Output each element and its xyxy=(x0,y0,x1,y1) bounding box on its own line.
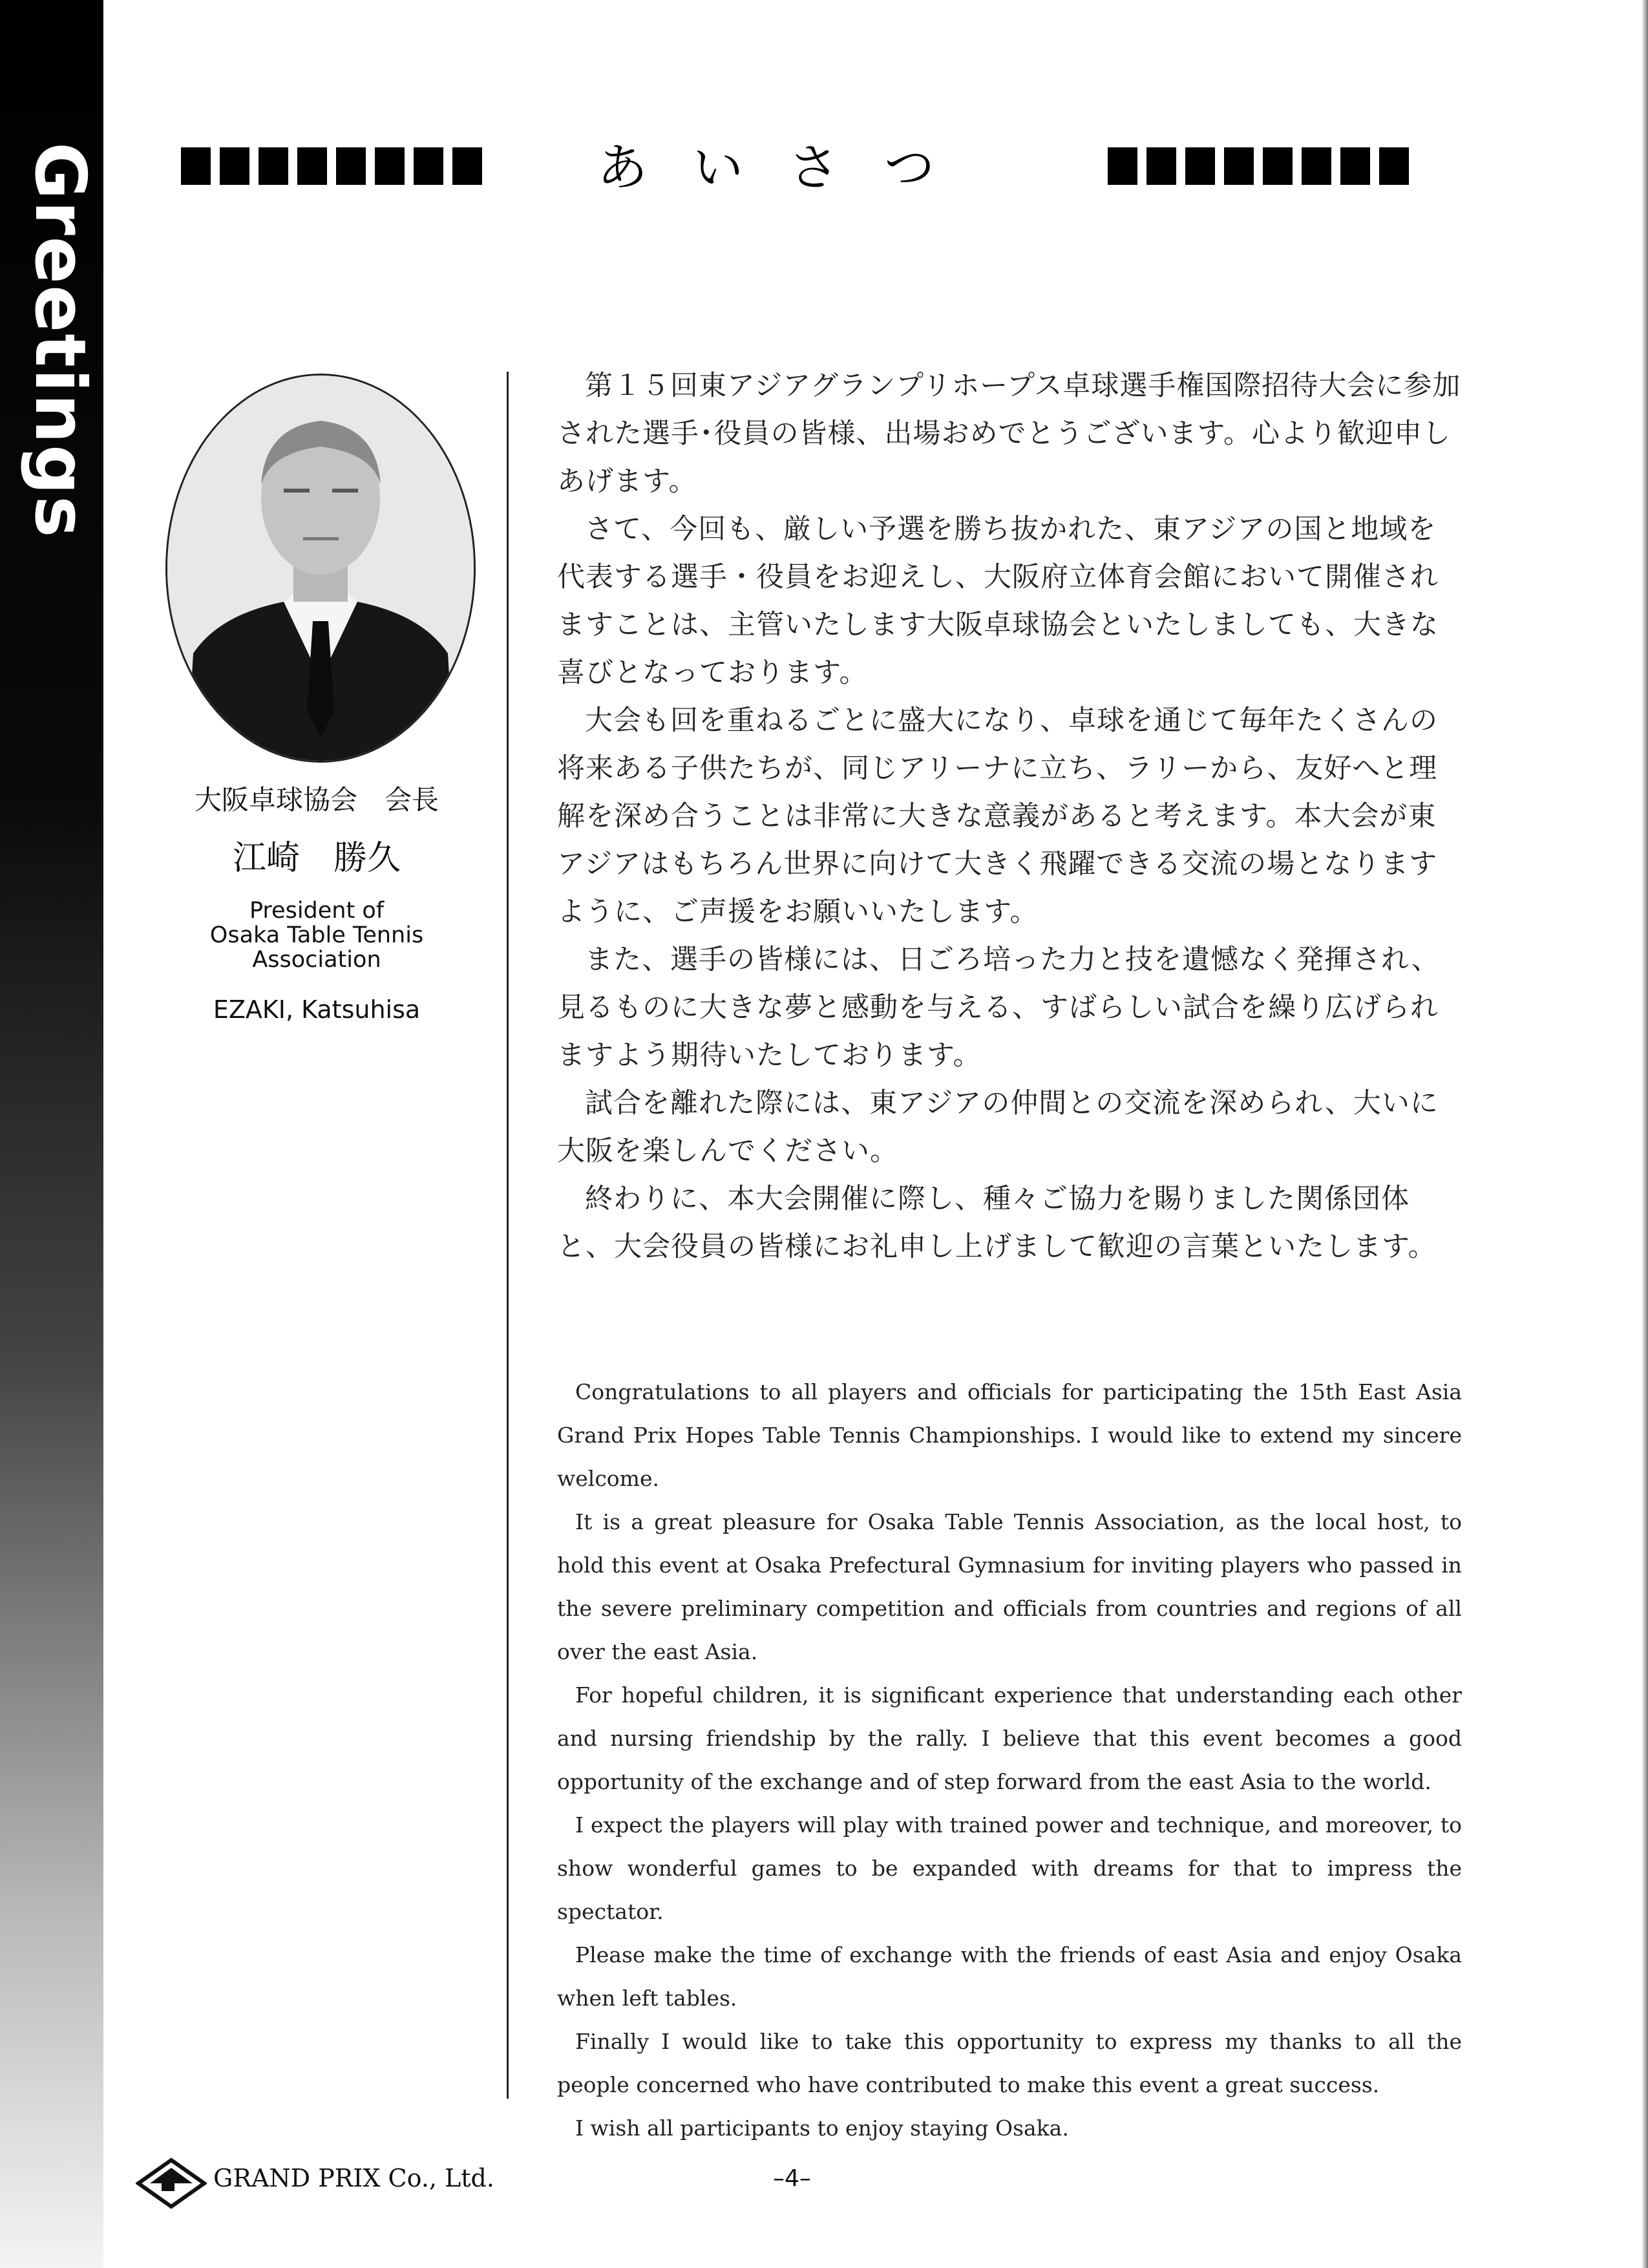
company-name: GRAND PRIX Co., Ltd. xyxy=(213,2164,494,2192)
jp-paragraph: また、選手の皆様には、日ごろ培った力と技を遺憾なく発揮され、見るものに大きな夢と感動を与える、すばらしい試合を繰り広げられますよう期待いたしております。 xyxy=(557,944,1440,1072)
en-paragraph: Please make the time of exchange with the friends of east Asia and enjoy Osaka when left tables. xyxy=(557,1942,1462,2011)
column-divider xyxy=(507,372,509,2099)
heading-squares-left xyxy=(181,147,482,185)
profile-title-line: Association xyxy=(252,947,381,973)
profile-title-line: President of xyxy=(249,898,385,924)
heading-squares-right xyxy=(1108,147,1409,185)
sidebar-band xyxy=(0,0,103,2268)
company-logo-icon xyxy=(136,2157,207,2209)
jp-paragraph: 終わりに、本大会開催に際し、種々ご協力を賜りました関係団体と、大会役員の皆様にお礼申し上げまして歓迎の言葉といたします。 xyxy=(557,1183,1437,1263)
en-paragraph: For hopeful children, it is significant experience that understanding each other and nursing friendship by the rally. I believe that this event becomes a good opportunity of the exchange and of step forward from the east Asia to the world. xyxy=(557,1682,1462,1794)
portrait-photo xyxy=(165,374,476,763)
en-paragraph: It is a great pleasure for Osaka Table Tennis Association, as the local host, to hold this event at Osaka Prefectural Gymnasium for inviting players who passed in the severe preliminary competition and officials from countries and regions of all over the east Asia. xyxy=(557,1509,1462,1664)
profile-org-jp: 大阪卓球協会 会長 xyxy=(194,784,439,816)
japanese-greeting xyxy=(557,362,1462,1271)
en-paragraph: I wish all participants to enjoy staying Osaka. xyxy=(575,2115,1069,2141)
profile-title-en xyxy=(149,898,485,972)
profile-name-jp: 江崎 勝久 xyxy=(232,839,401,878)
en-paragraph: Finally I would like to take this opportunity to express my thanks to all the people concerned who have contributed to make this event a great success. xyxy=(557,2029,1462,2097)
en-paragraph: I expect the players will play with trained power and technique, and moreover, to show wonderful games to be expanded with dreams for that to impress the spectator. xyxy=(557,1812,1462,1924)
jp-paragraph: 第１５回東アジアグランプリホープス卓球選手権国際招待大会に参加された選手･役員の皆様、出場おめでとうございます。心より歓迎申しあげます。 xyxy=(557,370,1461,498)
jp-paragraph: 大会も回を重ねるごとに盛大になり、卓球を通じて毎年たくさんの将来ある子供たちが、同じアリーナに立ち、ラリーから、友好へと理解を深め合うことは非常に大きな意義があると考えます。本大会が東アジアはもちろん世界に向けて大きく飛躍できる交流の場となりますように、ご声援をお願いいたします。 xyxy=(557,705,1438,928)
profile-title-line: Osaka Table Tennis xyxy=(209,922,424,948)
profile-name-en: EZAKI, Katsuhisa xyxy=(213,995,421,1024)
page-heading xyxy=(174,136,1409,207)
english-greeting xyxy=(557,1370,1462,2150)
jp-paragraph: 試合を離れた際には、東アジアの仲間との交流を深められ、大いに大阪を楽しんでください。 xyxy=(557,1087,1439,1167)
page-title: あいさつ xyxy=(597,139,980,197)
page-edge-shadow xyxy=(1642,0,1648,2268)
jp-paragraph: さて、今回も、厳しい予選を勝ち抜かれた、東アジアの国と地域を代表する選手・役員をお迎えし、大阪府立体育会館において開催されますことは、主管いたします大阪卓球協会といたしましても、大きな喜びとなっております。 xyxy=(557,513,1439,689)
en-paragraph: Congratulations to all players and officials for participating the 15th East Asia Grand Prix Hopes Table Tennis Championships. I would like to extend my sincere welcome. xyxy=(557,1379,1462,1491)
sidebar-label: Greetings xyxy=(19,142,100,539)
page-number: –4– xyxy=(773,2165,811,2192)
